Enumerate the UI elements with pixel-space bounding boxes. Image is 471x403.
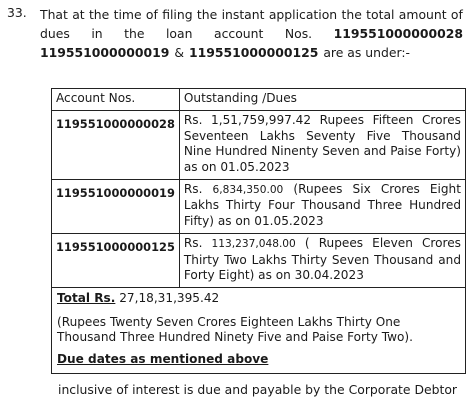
intro-word: of: [145, 7, 158, 22]
intro-word: the: [196, 7, 218, 22]
intro-word: filing: [162, 7, 193, 22]
ampersand: &: [174, 45, 184, 60]
account-number: 119551000000125: [189, 45, 319, 60]
table-header-row: [52, 89, 466, 111]
trailing-text: inclusive of interest is due and payable by the Corporate Debtor: [58, 382, 458, 397]
intro-line-3: [40, 43, 463, 62]
row-prefix: Rs.: [183, 113, 203, 128]
table-row: [52, 111, 466, 180]
intro-word: the: [88, 7, 110, 22]
intro-word: the: [124, 26, 145, 41]
intro-paragraph: [40, 5, 463, 62]
intro-word: loan: [165, 26, 193, 41]
row-words: ( Rupees Eleven Crores Thirty Two Lakhs Thirty Seven Thousand and Forty Eight) as on 30.04.2023: [183, 236, 461, 283]
account-number: 119551000000019: [40, 45, 170, 60]
intro-word: the: [341, 7, 362, 22]
total-in-words: (Rupees Twenty Seven Crores Eighteen Lakhs Thirty One Thousand Three Hundred Ninety Five and Paise Forty Two).: [57, 314, 413, 345]
intro-word: time: [113, 7, 142, 22]
total-label: Total Rs.: [57, 291, 116, 306]
row-amount: 1,51,759,997.42: [211, 113, 312, 128]
intro-word: amount: [398, 7, 447, 22]
table-total-row: [52, 288, 466, 374]
row-account: 119551000000125: [52, 234, 180, 288]
row-words: (Rupees Six Crores Eight Lakhs Thirty Four Thousand Three Hundred Fifty) as on 01.05.2023: [183, 182, 461, 228]
intro-word: total: [366, 7, 395, 22]
due-dates-note: Due dates as mentioned above: [57, 351, 269, 366]
intro-word: That: [40, 7, 68, 22]
table-row: [52, 180, 466, 234]
intro-line-1: [40, 5, 463, 24]
account-number: 119551000000028: [333, 26, 463, 41]
row-dues: [179, 234, 465, 288]
intro-word: account: [213, 26, 264, 41]
paragraph-number: 33.: [7, 5, 27, 20]
dues-table: [51, 88, 466, 374]
row-account: 119551000000028: [52, 111, 180, 180]
row-words: Rupees Fifteen Crores Seventeen Lakhs Seventy Five Thousand Nine Hundred Ninenty Seven and Paise Forty) as on 01.05.2023: [183, 113, 461, 174]
intro-word: application: [268, 7, 338, 22]
row-account: 119551000000019: [52, 180, 180, 234]
row-prefix: Rs.: [183, 182, 203, 197]
intro-line-2: [40, 24, 463, 43]
total-amount: 27,18,31,395.42: [119, 291, 220, 306]
intro-word: Nos.: [284, 26, 313, 41]
row-amount: 113,237,048.00: [211, 238, 296, 251]
intro-word: of: [450, 7, 463, 22]
row-dues: [179, 180, 465, 234]
row-dues: [179, 111, 465, 180]
intro-word: dues: [40, 26, 70, 41]
total-line: [57, 291, 461, 306]
header-account-nos: Account Nos.: [52, 89, 180, 111]
row-amount: 6,834,350.00: [212, 184, 284, 197]
intro-word: in: [91, 26, 103, 41]
total-cell: [52, 288, 466, 374]
intro-word: at: [72, 7, 85, 22]
intro-word: instant: [221, 7, 265, 22]
table-row: [52, 234, 466, 288]
header-outstanding-dues: Outstanding /Dues: [179, 89, 465, 111]
intro-tail: are as under:-: [323, 45, 411, 60]
row-prefix: Rs.: [183, 236, 203, 251]
